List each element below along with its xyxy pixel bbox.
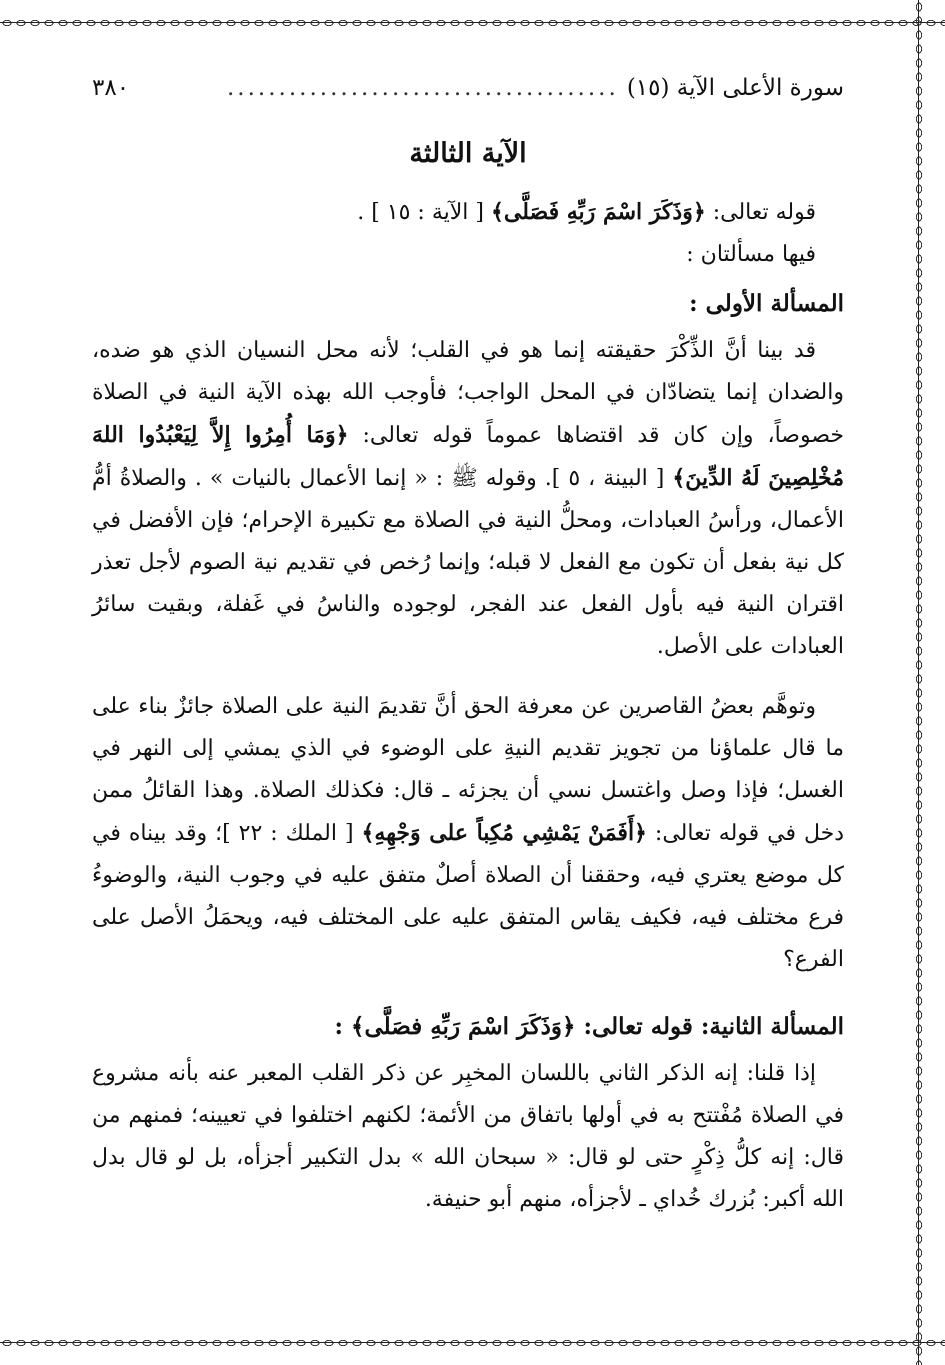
issue1-paragraph-1 [92,330,844,668]
verse-intro: قوله تعالى: [705,200,816,225]
running-header [92,70,844,112]
issue1-p2-text-a: وتوهَّم بعضُ القاصرين عن معرفة الحق أنَّ تقديمَ النية على الصلاة جائزٌ بناء على ما قال علماؤنا من تجويز تقديم النيةِ على الوضوء في الذي يمشي إلى النهر في الغسل؛ فإذا وصل واغتسل نسي أن يجزئه ـ قال: فكذلك الصلاة. وهذا القائلُ ممن دخل في قوله تعالى: [92,694,845,846]
page-number: ٣٨٠ [92,75,130,101]
page-content [92,70,844,1221]
top-border-ornament [0,14,945,32]
issue2-heading [92,1005,844,1049]
issue1-heading: المسألة الأولى : [689,290,844,317]
verse-quote: ﴿وَذَكَرَ اسْمَ رَبِّهِ فَصَلَّى﴾ [490,199,706,225]
verse-ref: [ الآية : ١٥ ] . [357,200,491,225]
running-title: سورة الأعلى الآية (١٥) [626,75,844,101]
verse-line [92,191,844,234]
issue1-p2-text-b: [ الملك : ٢٢ ]؛ وقد بيناه في كل موضع يعتري فيه، وحققنا أن الصلاة أصلٌ متفق عليه في وجوب النية، والوضوءُ فرع مختلف فيه، فكيف يقاس المتفق عليه على المختلف فيه، ويحمَلُ الأصل على الفرع؟ [92,821,844,972]
issue1-paragraph-2 [92,686,844,981]
two-issues-line: فيها مسألتان : [686,242,816,267]
issue2-heading-end: : [334,1013,351,1040]
issue2-paragraph-1: إذا قلنا: إنه الذكر الثاني باللسان المخبِر عن ذكر القلب المعبر عنه بأنه مشروع في الصلاة مُفْتتح به في أولها باتفاق من الأئمة؛ لكنهم اختلفوا في تعيينه؛ فمنهم من قال: إنه كلُّ ذِكْرٍ حتى لو قال: « سبحان الله » بدل التكبير أجزأه، بل لو قال بدل الله أكبر: بُزرك خُداي ـ لأجزأه، منهم أبو حنيفة. [92,1061,844,1212]
header-dots: ...................................... [226,75,619,101]
right-border-ornament [910,0,928,1365]
issue1-p1-text-b: [ البينة ، ٥ ]. وقوله ﷺ : « إنما الأعمال بالنيات » . والصلاةُ أمُّ الأعمال، ورأسُ العبادات، ومحلُّ النية في الصلاة مع تكبيرة الإحرام؛ فإن الأفضل في كل نية بفعل أن تكون مع الفعل لا قبله؛ وإنما رُخص في تقديم نية الصوم لأجل تعذر اقتران النية فيه بأول الفعل عند الفجر، لوجوده والناسُ في غَفلة، وبقيت سائرُ العبادات على الأصل. [92,466,844,659]
issue2-heading-text: المسألة الثانية: قوله تعالى: [575,1013,844,1040]
issue1-p1-text-a: قد بينا أنَّ الذِّكْرَ حقيقته إنما هو في القلب؛ لأنه محل النسيان الذي هو ضده، والضدان إنما يتضادّان في المحل الواجب؛ فأوجب الله بهذه الآية النية في الصلاة خصوصاً، وإن كان قد اقتضاها عموماً قوله تعالى: [92,338,844,448]
issue1-p2-verse: ﴿أَفَمَنْ يَمْشِي مُكِباً على وَجْهِهِ﴾ [361,820,647,846]
issue1-p1-verse: ﴿وَمَا أُمِرُوا إِلاَّ لِيَعْبُدُوا اللهَ مُخْلِصِينَ لَهُ الدِّينَ﴾ [92,422,844,491]
bottom-border-ornament [0,1334,945,1352]
section-title: الآية الثالثة [409,138,527,169]
issue2-heading-verse: ﴿وَذَكَرَ اسْمَ رَبِّهِ فصَلَّى﴾ [351,1013,576,1040]
